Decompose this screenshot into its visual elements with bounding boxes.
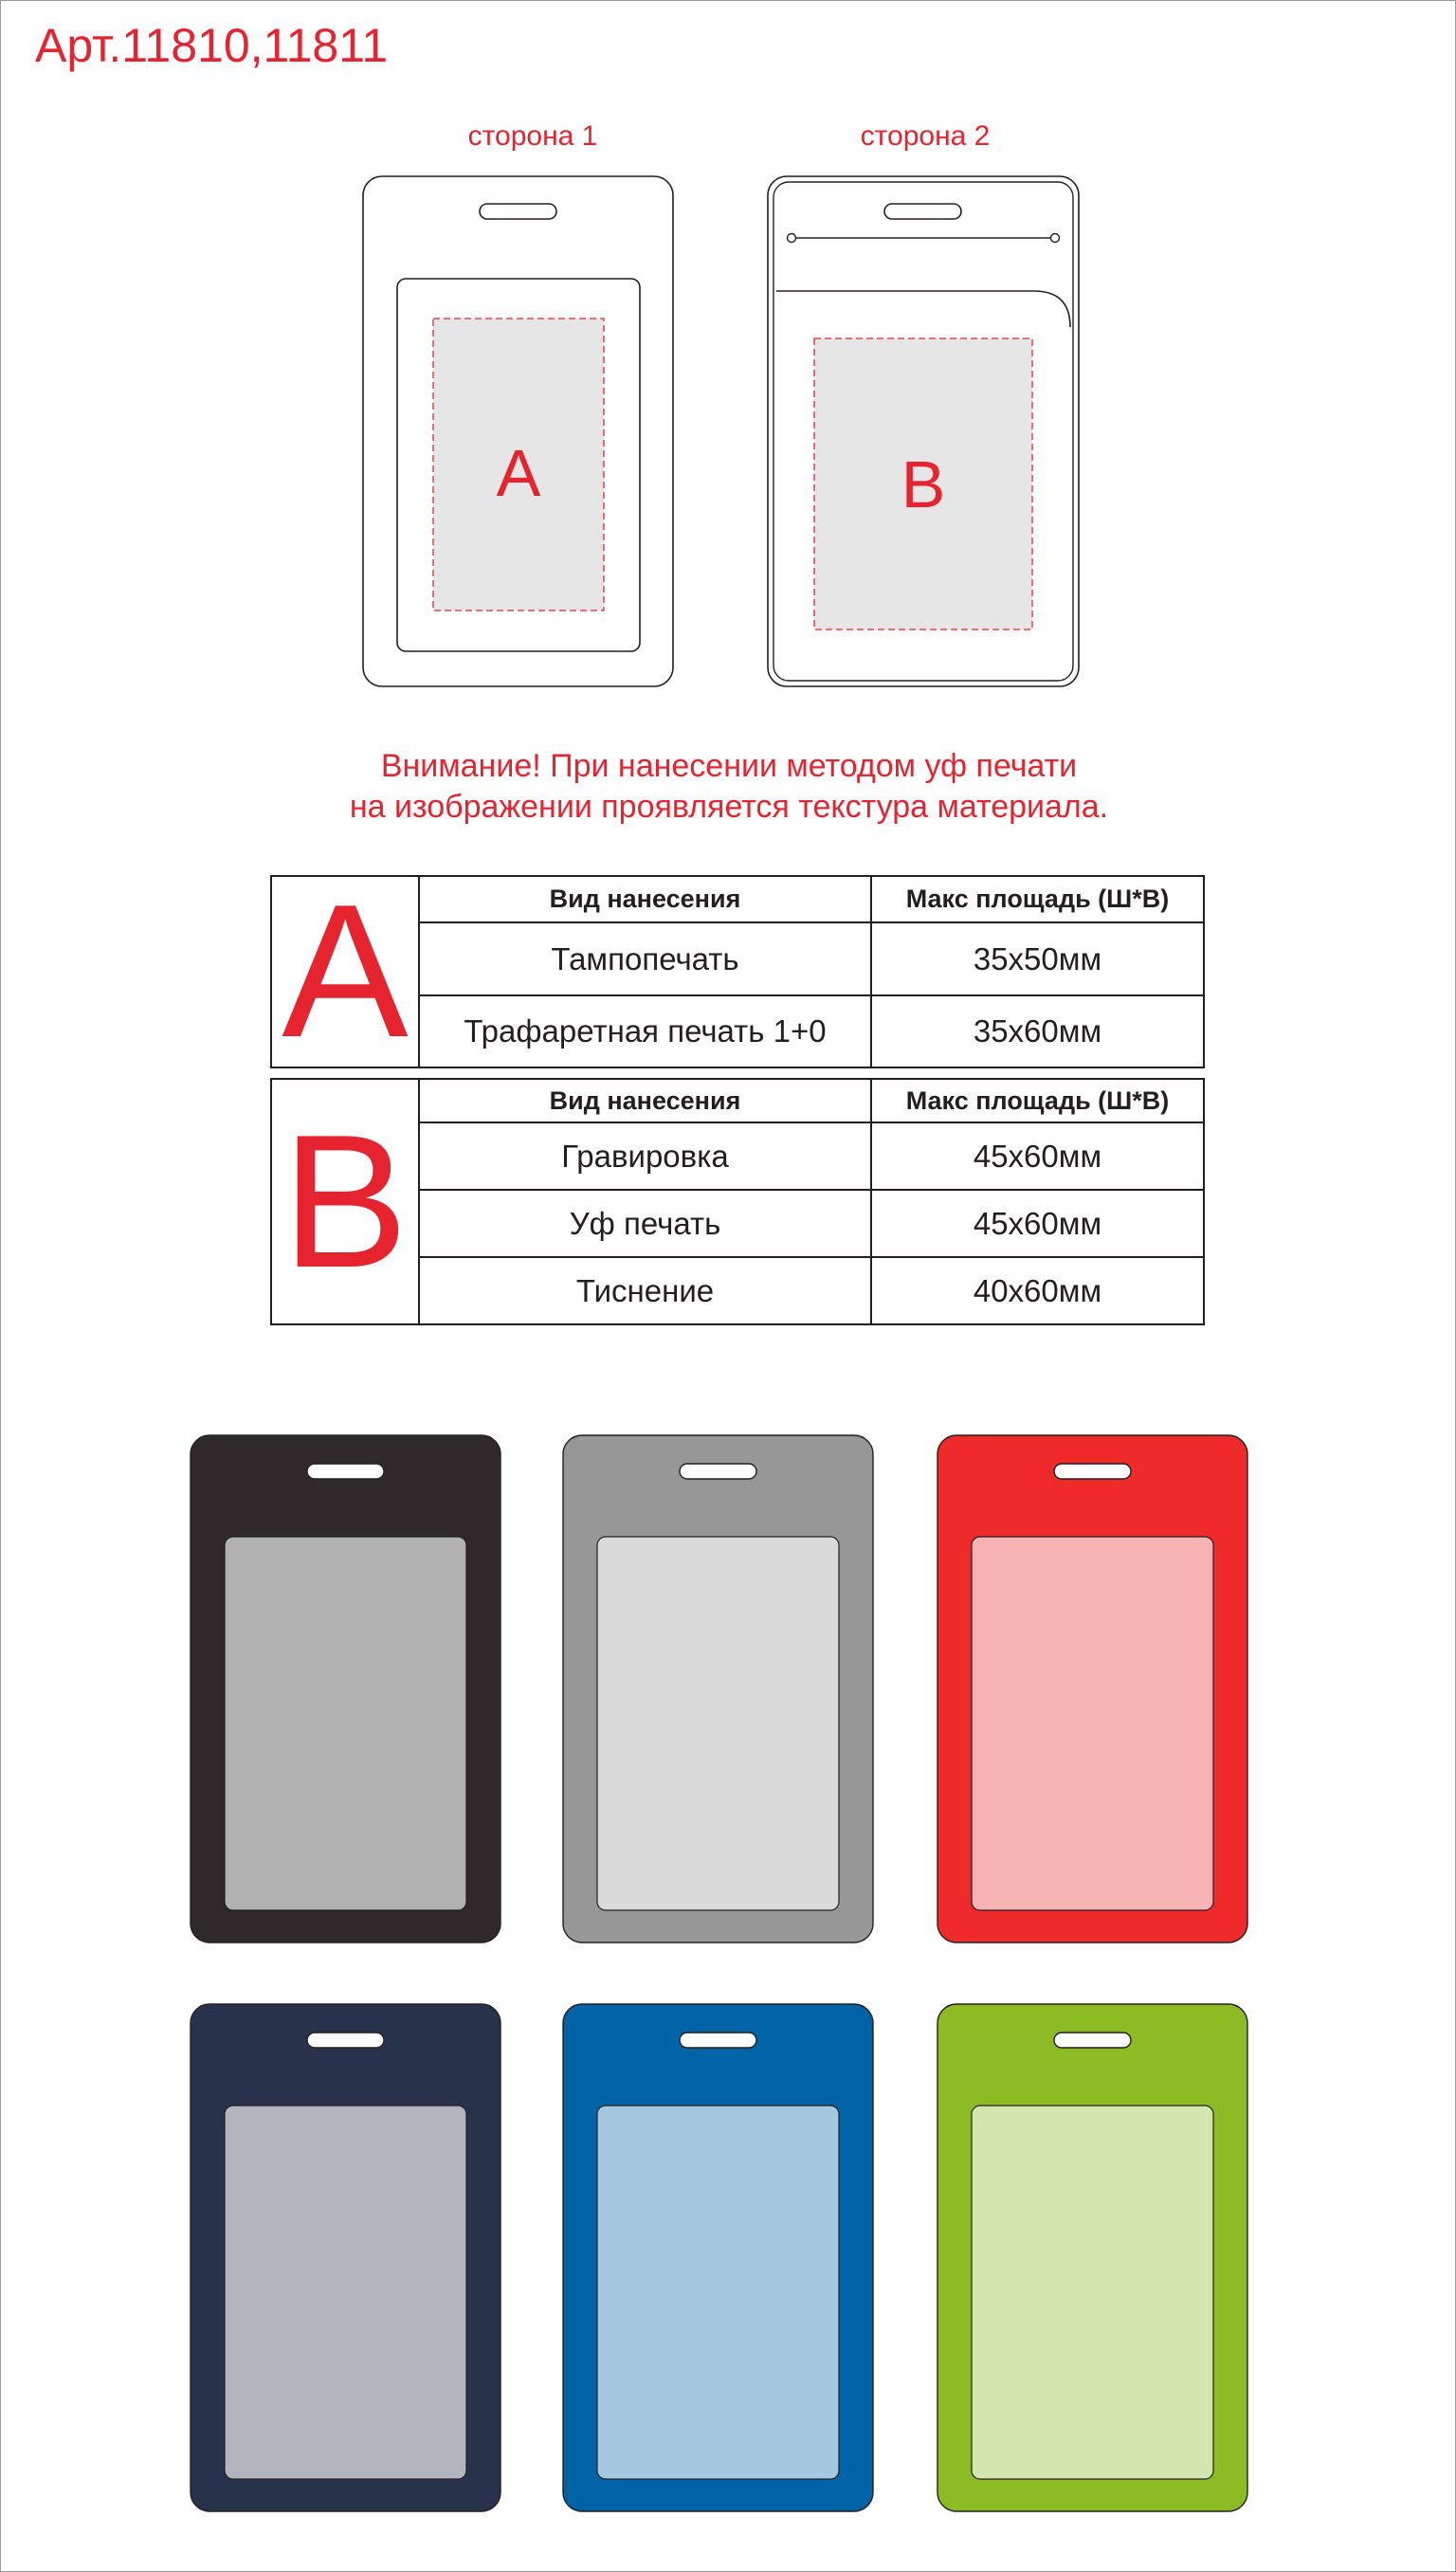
holder-slot xyxy=(307,1464,384,1479)
table-b-header-method: Вид нанесения xyxy=(419,1079,871,1122)
table-b-letter: B xyxy=(271,1079,419,1324)
side-1-label: сторона 1 xyxy=(467,120,598,152)
area-cell: 45х60мм xyxy=(871,1190,1204,1257)
method-cell: Тиснение xyxy=(419,1257,871,1324)
color-variants xyxy=(1,1,1456,2572)
method-cell: Гравировка xyxy=(419,1122,871,1190)
holder-slot xyxy=(1054,2033,1131,2048)
color-variant xyxy=(191,1435,500,1943)
notice-line-1: Внимание! При нанесении методом уф печати xyxy=(380,748,1078,784)
color-variant xyxy=(937,2004,1247,2511)
holder-window xyxy=(597,1537,839,1910)
article-title: Арт.11810,11811 xyxy=(35,19,389,72)
zone-a-letter: A xyxy=(496,436,541,510)
notice-line-2: на изображении проявляется текстура материала. xyxy=(349,789,1109,825)
table-a-letter: A xyxy=(271,876,419,1067)
table-a-header-area: Макс площадь (Ш*В) xyxy=(871,876,1204,922)
area-cell: 45х60мм xyxy=(871,1122,1204,1190)
holder-slot xyxy=(680,1464,756,1479)
area-cell: 40х60мм xyxy=(871,1257,1204,1324)
color-variant xyxy=(191,2004,500,2511)
table-b-header-area: Макс площадь (Ш*В) xyxy=(871,1079,1204,1122)
table-a-header-method: Вид нанесения xyxy=(419,876,871,922)
method-cell: Тампопечать xyxy=(419,922,871,994)
holder-slot xyxy=(1054,1464,1131,1479)
color-variant xyxy=(563,2004,873,2511)
zone-b-letter: B xyxy=(901,447,946,521)
area-cell: 35х50мм xyxy=(871,922,1204,994)
holder-window xyxy=(972,1537,1213,1910)
method-cell: Уф печать xyxy=(419,1190,871,1257)
holder-slot xyxy=(307,2033,384,2048)
color-variant xyxy=(563,1435,873,1943)
method-cell: Трафаретная печать 1+0 xyxy=(419,995,871,1067)
holder-window xyxy=(597,2106,839,2479)
holder-window xyxy=(225,1537,466,1910)
holder-window xyxy=(972,2106,1213,2479)
color-variant xyxy=(937,1435,1247,1943)
holder-slot xyxy=(680,2033,756,2048)
area-cell: 35х60мм xyxy=(871,995,1204,1067)
side-2-label: сторона 2 xyxy=(860,120,991,152)
holder-window xyxy=(225,2106,466,2479)
